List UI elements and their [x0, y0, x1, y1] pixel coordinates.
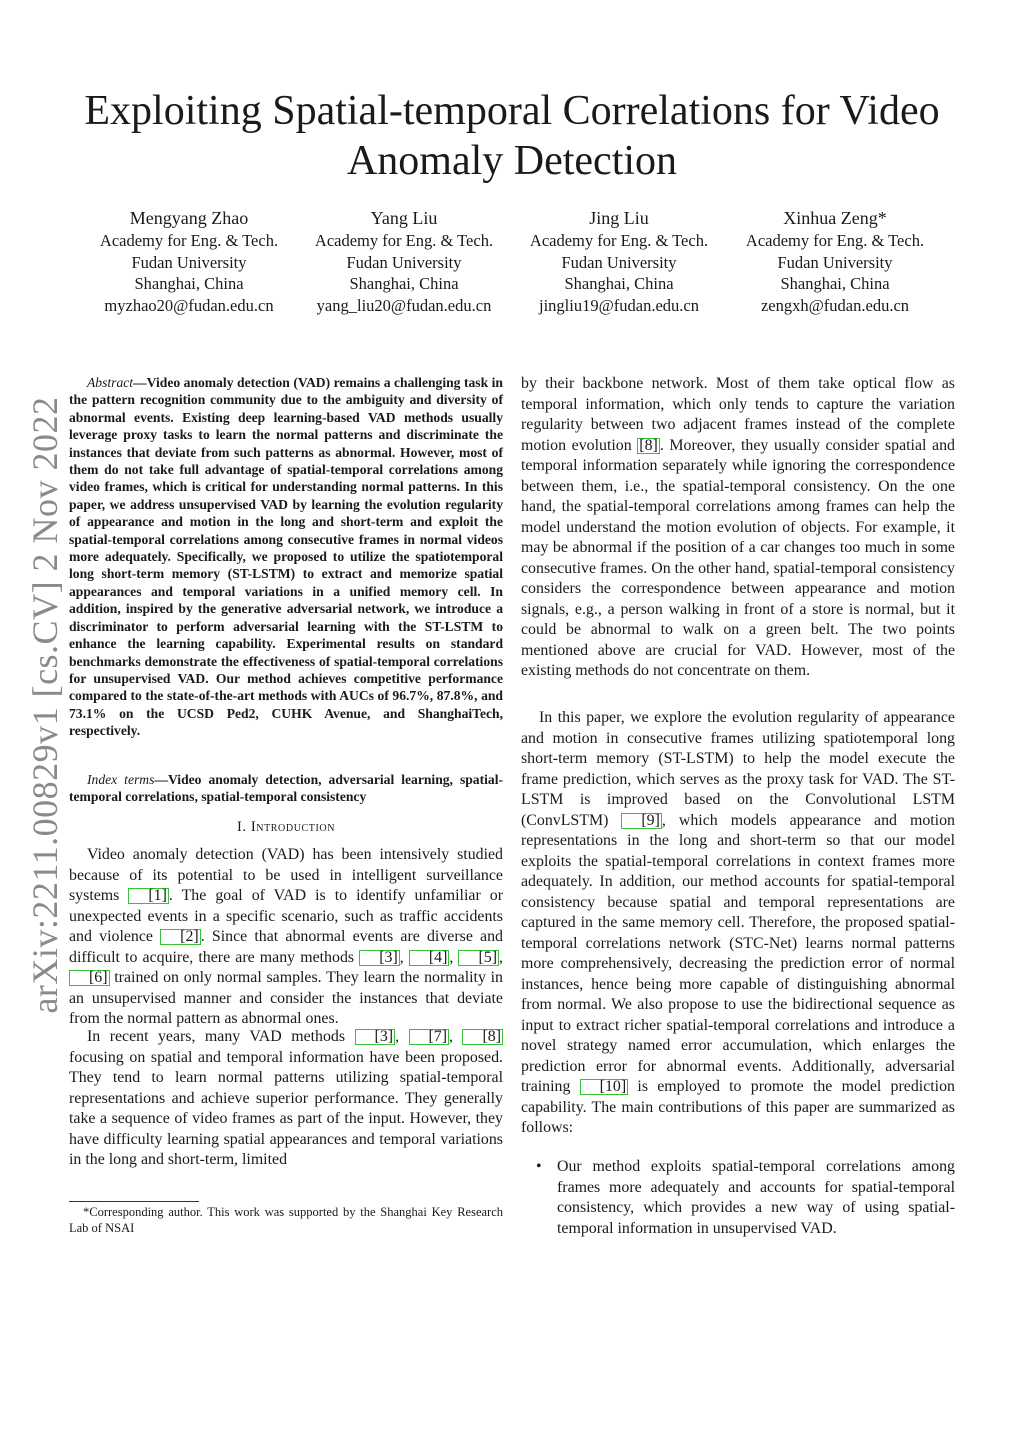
text-run: trained on only normal samples. They learn the normality in an unsupervised manner and consider the instances that deviate from the normal pattern as abnormal ones. [69, 969, 503, 1027]
author-name: Yang Liu [370, 208, 438, 228]
text-run: . Since that abnormal events are diverse and difficult to acquire, there are many methods [69, 928, 504, 966]
author-affiliation: Academy for Eng. & Tech. [314, 231, 494, 250]
footnote: *Corresponding author. This work was supported by the Shanghai Key Research Lab of NSAI [69, 1205, 503, 1235]
text-run: , [499, 948, 503, 966]
index-terms-text: Video anomaly detection, adversarial learning, spatial-temporal correlations, spatial-temporal consistency [69, 772, 503, 805]
citation-link[interactable]: [6] [69, 970, 110, 986]
paper-title: Exploiting Spatial-temporal Correlations for Video Anomaly Detection [84, 88, 940, 184]
abstract-label: Abstract [87, 375, 134, 390]
text-run: Video anomaly detection (VAD) has been intensively studied because of its potential to be used in intelligent surveillance systems [69, 846, 503, 904]
author-email: zengxh@fudan.edu.cn [760, 295, 910, 315]
author-affiliation: Academy for Eng. & Tech. [529, 231, 709, 250]
citation-link[interactable]: [1] [128, 888, 169, 904]
text-run: , [449, 1028, 463, 1045]
author-1 [81, 206, 297, 316]
author-affiliation: Academy for Eng. & Tech. [99, 231, 279, 250]
citation-link[interactable]: [7] [409, 1029, 450, 1045]
author-university: Fudan University [561, 252, 677, 272]
author-affiliation: Academy for Eng. & Tech. [745, 231, 925, 250]
citation-link[interactable]: [8] [462, 1029, 503, 1045]
index-terms-dash: — [154, 772, 168, 787]
text-run: , [449, 948, 459, 966]
text-run: focusing on spatial and temporal information have been proposed. They tend to learn normal patterns utilizing spatial-temporal representations and achieve superior performance. They generally take a sequence of video frames as part of the input. However, they have difficulty learning spatial appearances and temporal variations in the long and short-term, limited [69, 1048, 503, 1168]
text-run: In this paper, we explore the evolution regularity of appearance and motion in consecutive frames utilizing spatiotemporal long short-term memory (ST-LSTM) to help the model execute the frame prediction, which serves as the proxy task for VAD. The ST-LSTM is improved based on the Convolutional LSTM (ConvLSTM) [521, 709, 955, 829]
author-email: myzhao20@fudan.edu.cn [104, 295, 274, 315]
author-university: Fudan University [131, 252, 247, 272]
text-run: , [399, 948, 409, 966]
citation-link[interactable]: [2] [160, 929, 201, 945]
abstract-dash: — [133, 375, 147, 390]
author-2 [296, 206, 512, 316]
citation-link[interactable]: [3] [355, 1029, 396, 1045]
text-run: is employed to promote the model prediction capability. The main contributions of this paper are summarized as follows: [521, 1078, 955, 1136]
abstract [69, 374, 503, 740]
author-location: Shanghai, China [349, 274, 459, 293]
author-location: Shanghai, China [780, 274, 890, 293]
author-name: Mengyang Zhao [129, 208, 249, 228]
author-university: Fudan University [346, 252, 462, 272]
footnote-rule [69, 1201, 199, 1202]
citation-link[interactable]: [4] [409, 950, 450, 966]
text-run: by their backbone network. Most of them take optical flow as temporal information, which only tends to capture the variation regularity between two adjacent frames instead of the complete motion evolution [521, 375, 955, 454]
citation-link[interactable]: [5] [458, 950, 499, 966]
arxiv-identifier: arXiv:2211.00829v1 [cs.CV] 2 Nov 2022 [25, 396, 65, 1014]
text-run: . The goal of VAD is to identify unfamiliar or unexpected events in a specific scenario, such as traffic accidents and violence [69, 887, 503, 945]
author-name: Xinhua Zeng* [783, 208, 887, 228]
contribution-text: Our method exploits spatial-temporal correlations among frames more adequately and accounts for spatial-temporal consistency, which provides a new way of using spatial-temporal information in unsupervised VAD. [557, 1158, 955, 1237]
text-run: , [395, 1028, 409, 1045]
abstract-text: Video anomaly detection (VAD) remains a challenging task in the pattern recognition community due to the ambiguity and diversity of abnormal events. Existing deep learning-based VAD methods usually leverage proxy tasks to learn the normal patterns and discriminate the instances that deviate from such patterns as abnormal. However, most of them do not take full advantage of spatial-temporal correlations among video frames, which is critical for understanding normal patterns. In this paper, we address unsupervised VAD by learning the evolution regularity of appearance and motion in the long and short-term and exploit the spatial-temporal correlations among consecutive frames in normal videos more adequately. Specifically, we proposed to utilize the spatiotemporal long short-term memory (ST-LSTM) to extract and memorize spatial appearances and temporal variations in a unified memory cell. In addition, inspired by the generative adversarial network, we introduce a discriminator to perform adversarial learning with the ST-LSTM to enhance the learning capability. Experimental results on standard benchmarks demonstrate the effectiveness of spatial-temporal correlations for unsupervised VAD. Our method achieves competitive performance compared to the state-of-the-art methods with AUCs of 96.7%, 87.8%, and 73.1% on the UCSD Ped2, CUHK Avenue, and ShanghaiTech, respectively. [69, 375, 503, 739]
author-3 [511, 206, 727, 316]
right-paragraph-1 [521, 374, 955, 682]
citation-link[interactable]: [3] [359, 950, 400, 966]
bullet-icon: • [536, 1158, 542, 1175]
right-paragraph-2 [521, 708, 955, 1139]
author-email: yang_liu20@fudan.edu.cn [316, 295, 492, 315]
index-terms [69, 771, 503, 806]
text-run: , which models appearance and motion representations in the long and short-term so that our model exploits the spatial-temporal correlations in context frames more adequately. In addition, our method accounts for spatial-temporal consistency because spatial and temporal representations are captured in the same memory cell. Therefore, the proposed spatial-temporal correlations network (STC-Net) learns normal patterns more comprehensively, decreasing the prediction error of normal instances, hence being more capable of distinguishing abnormal from normal. We also propose to use the bidirectional sequence as input to extract richer spatial-temporal correlations and introduce a novel strategy named error accumulation, which enlarges the prediction error for abnormal events. Additionally, adversarial training [521, 811, 955, 1095]
text-run: In recent years, many VAD methods [87, 1028, 355, 1045]
author-name: Jing Liu [589, 208, 649, 228]
author-location: Shanghai, China [564, 274, 674, 293]
citation-link[interactable]: [10] [580, 1079, 628, 1095]
author-university: Fudan University [777, 252, 893, 272]
section-heading: I. Introduction [236, 819, 336, 835]
text-run: . Moreover, they usually consider spatial and temporal information separately while ignoring the correspondence between them, i.e., the spatial-temporal consistency. On the one hand, the spatial-temporal correlations among frames can help the model understand the motion evolution of objects. For example, it may be abnormal if the position of a car changes too much in some consecutive frames. On the other hand, spatial-temporal consistency considers the correspondence between appearance and motion signals, e.g., a person walking in front of a store is normal, but it could be abnormal to walk on a green belt. The two points mentioned above are crucial for VAD. However, most of the existing methods do not concentrate on them. [521, 436, 955, 679]
author-location: Shanghai, China [134, 274, 244, 293]
index-terms-label: Index terms [87, 772, 155, 787]
intro-paragraph-1 [69, 845, 503, 1030]
citation-link[interactable]: [8] [639, 436, 658, 454]
citation-link[interactable]: [9] [621, 813, 662, 829]
intro-paragraph-2 [69, 1027, 503, 1171]
author-4 [727, 206, 943, 316]
author-email: jingliu19@fudan.edu.cn [539, 295, 699, 315]
